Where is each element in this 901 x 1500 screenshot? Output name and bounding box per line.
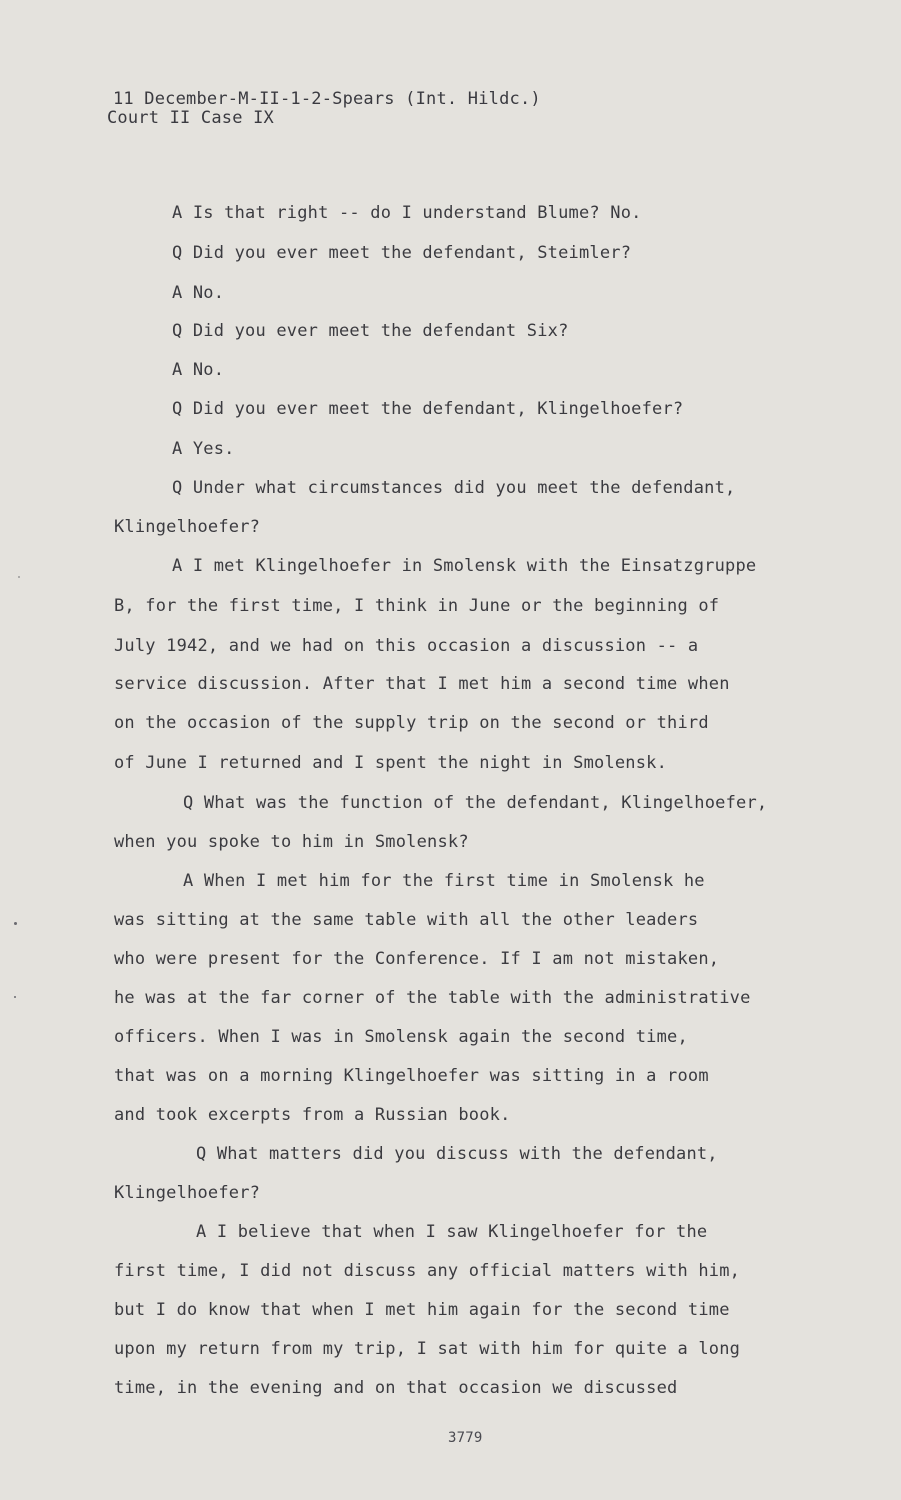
transcript-line: was sitting at the same table with all the other leaders — [114, 910, 699, 930]
transcript-line: time, in the evening and on that occasion we discussed — [114, 1378, 678, 1398]
transcript-line: Q Did you ever meet the defendant Six? — [172, 321, 569, 341]
page-number: 3779 — [448, 1430, 483, 1446]
transcript-line: Q Did you ever meet the defendant, Klingelhoefer? — [172, 399, 684, 419]
transcript-line: service discussion. After that I met him a second time when — [114, 674, 730, 694]
header-line-2: Court II Case IX — [107, 108, 274, 128]
transcript-line: Q What was the function of the defendant, Klingelhoefer, — [183, 793, 768, 813]
transcript-line: Q Did you ever meet the defendant, Steimler? — [172, 243, 632, 263]
paper-speck — [18, 576, 20, 578]
transcript-line: Klingelhoefer? — [114, 1183, 261, 1203]
paper-speck — [14, 922, 17, 925]
transcript-line: when you spoke to him in Smolensk? — [114, 832, 469, 852]
transcript-line: officers. When I was in Smolensk again the second time, — [114, 1027, 688, 1047]
transcript-line: A I believe that when I saw Klingelhoefer for the — [196, 1222, 708, 1242]
transcript-line: Klingelhoefer? — [114, 517, 261, 537]
transcript-line: of June I returned and I spent the night in Smolensk. — [114, 753, 668, 773]
transcript-line: A No. — [172, 283, 225, 303]
transcript-line: Q Under what circumstances did you meet the defendant, — [172, 478, 736, 498]
transcript-line: A When I met him for the first time in Smolensk he — [183, 871, 705, 891]
transcript-line: A Yes. — [172, 439, 235, 459]
transcript-line: A I met Klingelhoefer in Smolensk with the Einsatzgruppe — [172, 556, 757, 576]
transcript-line: that was on a morning Klingelhoefer was sitting in a room — [114, 1066, 709, 1086]
transcript-line: A No. — [172, 360, 225, 380]
transcript-line: B, for the first time, I think in June or the beginning of — [114, 596, 720, 616]
paper-speck — [14, 996, 16, 998]
transcript-line: A Is that right -- do I understand Blume? No. — [172, 203, 642, 223]
transcript-line: and took excerpts from a Russian book. — [114, 1105, 511, 1125]
transcript-line: upon my return from my trip, I sat with him for quite a long — [114, 1339, 741, 1359]
transcript-line: on the occasion of the supply trip on the second or third — [114, 713, 709, 733]
header-line-1: 11 December-M-II-1-2-Spears (Int. Hildc.) — [113, 89, 541, 109]
transcript-line: July 1942, and we had on this occasion a discussion -- a — [114, 636, 699, 656]
transcript-line: who were present for the Conference. If I am not mistaken, — [114, 949, 720, 969]
transcript-line: he was at the far corner of the table with the administrative — [114, 988, 751, 1008]
transcript-line: Q What matters did you discuss with the defendant, — [196, 1144, 718, 1164]
transcript-line: first time, I did not discuss any official matters with him, — [114, 1261, 741, 1281]
transcript-line: but I do know that when I met him again for the second time — [114, 1300, 730, 1320]
